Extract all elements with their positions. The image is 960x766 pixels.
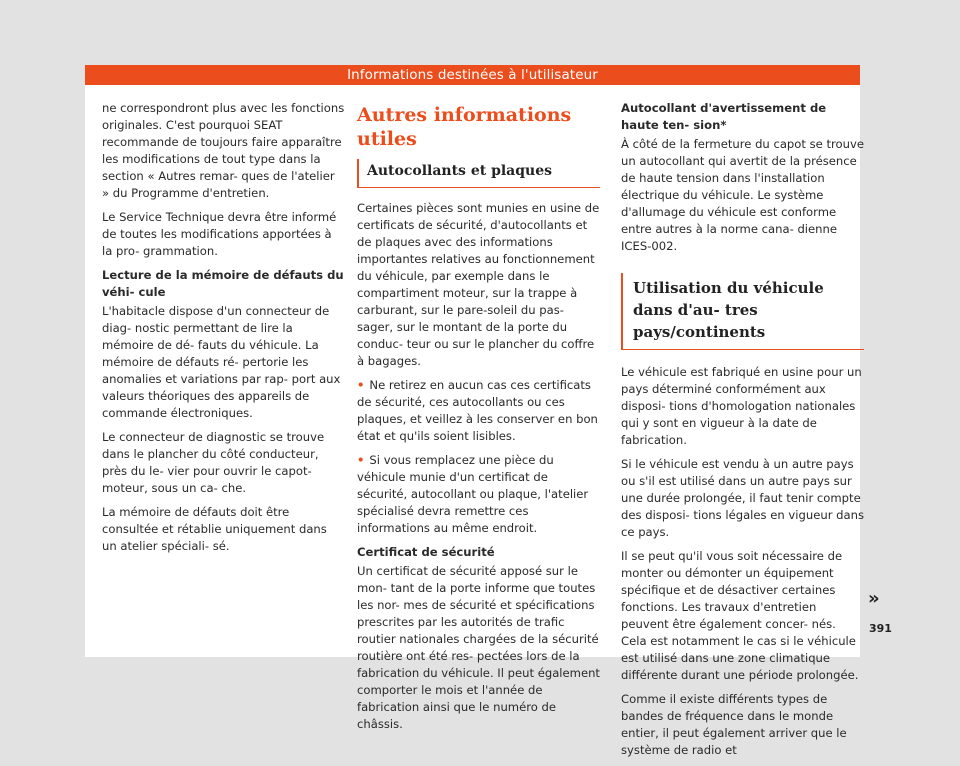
paragraph: Le connecteur de diagnostic se trouve dans le plancher du côté conducteur, près du le- vier pour ouvrir le capot-moteur, sous un ca- che. xyxy=(102,430,325,495)
section-title: Utilisation du véhicule dans d'au- tres pays/continents xyxy=(621,273,864,350)
paragraph: L'habitacle dispose d'un connecteur de diag- nostic permettant de lire la mémoire de dé- fauts du véhicule. La mémoire de défauts ré- pertorie les anomalies et variations par rap- port aux valeurs théoriques des appareils de commande électroniques. xyxy=(102,304,341,420)
bullet-item xyxy=(357,452,600,537)
bullet-item xyxy=(357,377,600,445)
paragraph: Le véhicule est fabriqué en usine pour un pays déterminé conformément aux disposi- tions d'homologation nationales qui y sont en vigueur à la date de fabrication. xyxy=(621,365,862,447)
chapter-title: Autres informations utiles xyxy=(357,104,572,150)
column-right xyxy=(621,100,864,766)
subheading: Certificat de sécurité xyxy=(357,545,495,559)
paragraph: Il se peut qu'il vous soit nécessaire de monter ou démonter un équipement spécifique et de désactiver certaines fonctions. Les travaux d'entretien peuvent être également concer- nés. Cela est notamment le cas si le véhicule est utilisé dans une zone climatique différente durant une période prolongée. xyxy=(621,549,859,682)
bullet-text: • Si vous remplacez une pièce du véhicule munie d'un certificat de sécurité, autocollant ou plaque, l'atelier spécialisé devra remettre ces informations au même endroit. xyxy=(357,453,588,535)
paragraph: ne correspondront plus avec les fonctions originales. C'est pourquoi SEAT recommande de toujours faire apparaître les modifications de tout type dans la section « Autres remar- ques de l'atelier » du Programme d'entretien. xyxy=(102,101,345,200)
column-left xyxy=(102,100,345,562)
page-number: 391 xyxy=(869,622,892,635)
paragraph: À côté de la fermeture du capot se trouve un autocollant qui avertit de la présence de haute tension dans l'installation électrique du véhicule. Le système d'allumage du véhicule est conforme entre autres à la norme cana- dienne ICES-002. xyxy=(621,137,864,253)
section-title: Autocollants et plaques xyxy=(357,159,600,188)
paragraph: Certaines pièces sont munies en usine de certificats de sécurité, d'autocollants et de plaques avec des informations importantes relatives au fonctionnement du véhicule, par exemple dans le compartiment moteur, sur la trappe à carburant, sur le pare-soleil du pas- sager, sur le montant de la porte du conduc- teur ou sur le plancher du coffre à bagages. xyxy=(357,201,600,368)
paragraph: La mémoire de défauts doit être consultée et rétablie uniquement dans un atelier spéciali- sé. xyxy=(102,505,327,553)
paragraph: Le Service Technique devra être informé de toutes les modifications apportées à la pro- grammation. xyxy=(102,210,337,258)
bullet-text: • Ne retirez en aucun cas ces certificats de sécurité, ces autocollants ou ces plaques, et veillez à les conserver en bon état et qu'ils soient lisibles. xyxy=(357,378,598,443)
subheading: Lecture de la mémoire de défauts du véhi- cule xyxy=(102,268,344,299)
paragraph: Si le véhicule est vendu à un autre pays ou s'il est utilisé dans un autre pays sur une durée prolongée, il faut tenir compte des disposi- tions légales en vigueur dans ce pays. xyxy=(621,457,864,539)
column-middle xyxy=(357,103,600,740)
document-page xyxy=(85,65,892,757)
paragraph: Un certificat de sécurité apposé sur le mon- tant de la porte informe que toutes les nor- mes de sécurité et spécifications prescrites par les autorités de trafic routier nationales chargées de la sécurité routière ont été res- pectées lors de la fabrication du véhicule. Il peut également comporter le mois et l'année de fabrication ainsi que le numéro de châssis. xyxy=(357,564,600,731)
paragraph: Comme il existe différents types de bandes de fréquence dans le monde entier, il peut également arriver que le système de radio et xyxy=(621,692,847,757)
subheading: Autocollant d'avertissement de haute ten- sion* xyxy=(621,101,827,132)
continue-chevron-icon: » xyxy=(868,588,880,609)
page-header: Informations destinées à l'utilisateur xyxy=(85,65,860,85)
